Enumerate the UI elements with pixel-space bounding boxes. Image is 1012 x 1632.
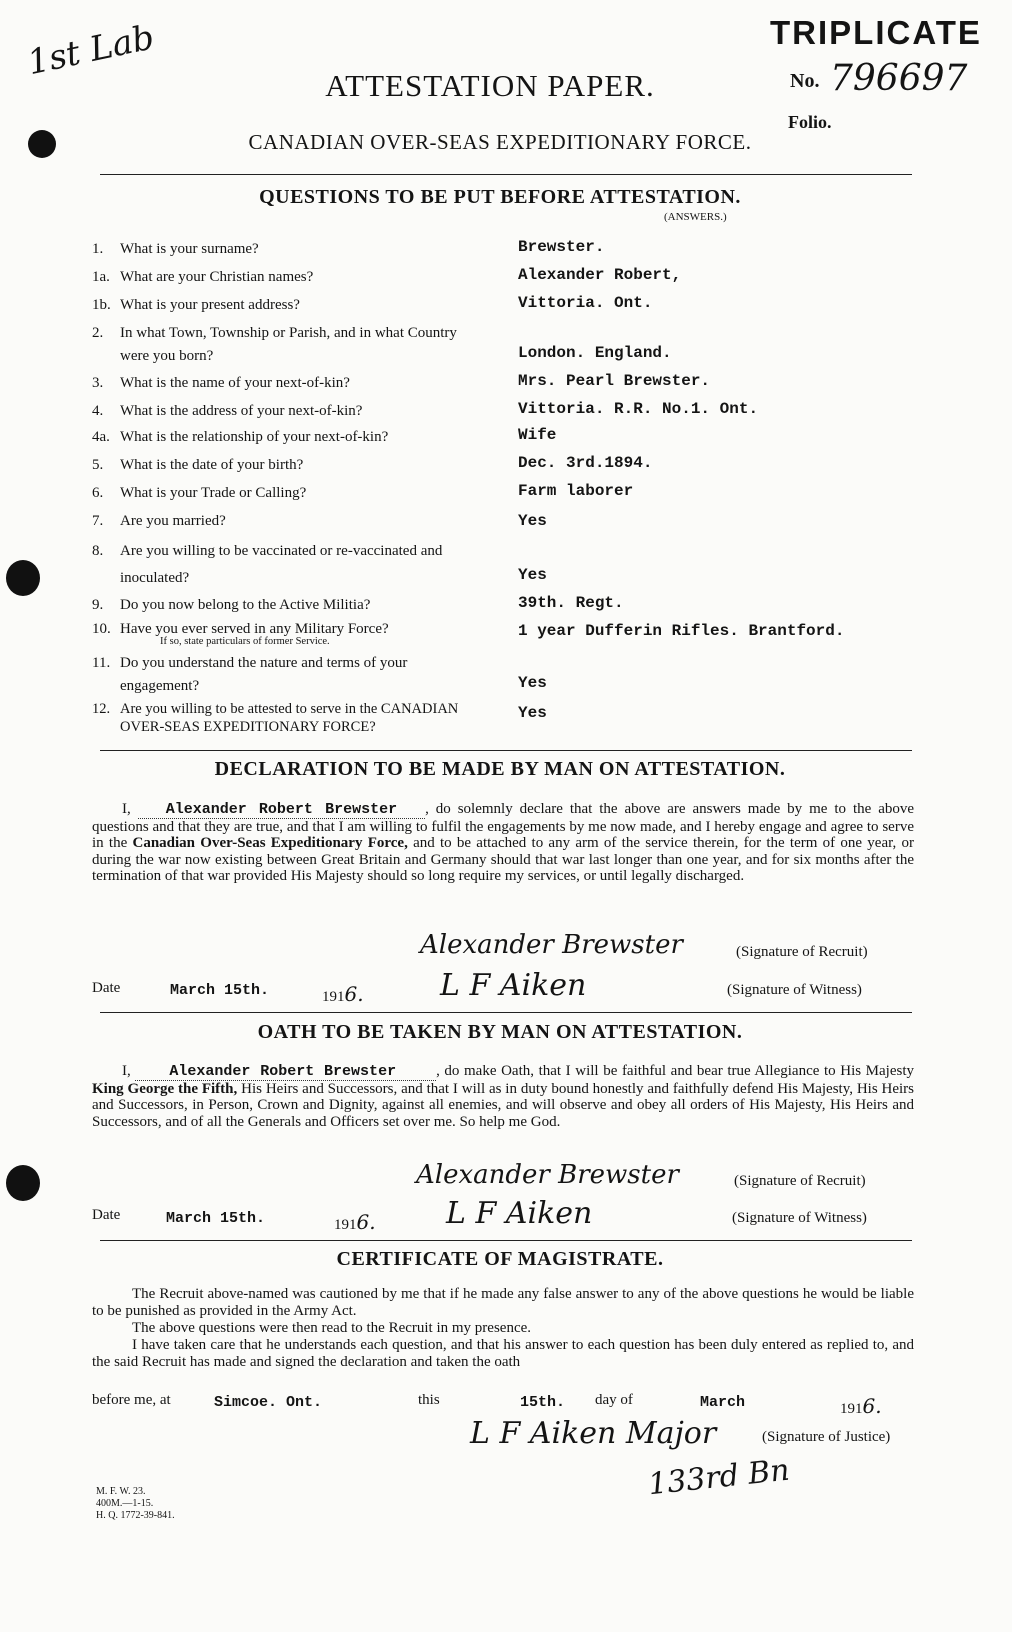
question-text: Are you willing to be attested to serve in the CANADIAN OVER-SEAS EXPEDITIONARY FORCE? [120, 701, 459, 735]
certificate-day: 15th. [520, 1394, 566, 1411]
answer-9: 39th. Regt. [518, 594, 624, 612]
answer-2: London. England. [518, 344, 672, 362]
oath-witness-signature: L F Aiken [446, 1196, 593, 1231]
declaration-date-value: March 15th. [170, 982, 270, 999]
question-10: 10. Have you ever served in any Military Force? If so, state particulars of former Service. [92, 618, 480, 652]
question-text: What is the address of your next-of-kin? [120, 403, 363, 419]
questions-heading: QUESTIONS TO BE PUT BEFORE ATTESTATION. [259, 186, 741, 208]
certificate-rule [100, 1240, 912, 1241]
oath-recruit-name: Alexander Robert Brewster [135, 1063, 436, 1081]
footer-line-2: 400M.—1-15. [96, 1498, 154, 1509]
question-note: If so, state particulars of former Service. [160, 636, 330, 647]
oath-recruit-signature: Alexander Brewster [416, 1160, 679, 1190]
answer-11: Yes [518, 674, 547, 692]
certificate-heading: CERTIFICATE OF MAGISTRATE. [336, 1248, 664, 1270]
page-subtitle: CANADIAN OVER-SEAS EXPEDITIONARY FORCE. [248, 130, 752, 154]
declaration-text: I, Alexander Robert Brewster , do solemnly declare that the above are answers made by me to the above questions and that they are true, and that I am willing to fulfil the engagements by me now made, and I hereby engage and agree to serve in the Canadian Over-Seas Expeditionary Force, and to be attached to any arm of the service therein, for the term of one year, or during the war now existing between Great Britain and Germany should that war last longer than one year, and for six months after the termination of that war provided His Majesty should so long require my services, or until legally discharged. [92, 801, 915, 885]
punch-hole-top [28, 130, 56, 158]
battalion-note: 133rd Bn [646, 1452, 792, 1503]
oath-date-label: Date [92, 1207, 121, 1223]
answer-10: 1 year Dufferin Rifles. Brantford. [518, 622, 845, 640]
certificate-para-2: The above questions were then read to the Recruit in my presence. [132, 1320, 532, 1336]
declaration-date-label: Date [92, 980, 121, 996]
question-text: Do you understand the nature and terms of your engagement? [120, 655, 408, 694]
question-text: What is your surname? [120, 241, 259, 257]
answer-7: Yes [518, 512, 547, 530]
certificate-place: Simcoe. Ont. [214, 1394, 323, 1411]
declaration-recruit-signature: Alexander Brewster [420, 930, 683, 960]
certificate-this-label: this [418, 1392, 440, 1408]
certificate-para-3: I have taken care that he understands each question, and that his answer to each question has been duly entered as replied to, and the said Recruit has made and signed the declaration and taken the oath [92, 1337, 914, 1370]
answers-label: (ANSWERS.) [664, 211, 727, 223]
answer-3: Mrs. Pearl Brewster. [518, 372, 711, 390]
justice-signature: L F Aiken Major [470, 1416, 717, 1451]
question-text: What are your Christian names? [120, 269, 314, 285]
answer-12: Yes [518, 704, 547, 722]
oath-witness-label: (Signature of Witness) [732, 1210, 867, 1226]
declaration-witness-signature: L F Aiken [440, 968, 587, 1003]
question-text: What is the date of your birth? [120, 457, 304, 473]
declaration-recruit-label: (Signature of Recruit) [736, 944, 868, 960]
answer-4: Vittoria. R.R. No.1. Ont. [518, 400, 759, 418]
declaration-witness-label: (Signature of Witness) [727, 982, 862, 998]
question-11: 11. Do you understand the nature and terms of your engagement? [92, 652, 480, 698]
header-rule [100, 174, 912, 175]
attestation-paper: 1st Lab TRIPLICATE No. 796697 Folio. ATTESTATION PAPER. CANADIAN OVER-SEAS EXPEDITIONARY FORCE. QUESTIONS TO BE PUT BEFORE ATTESTATION. (ANSWERS.) 1. What is your surname? Brewster. 1a. What are your Christian names? Alexander Robert, 1b. What is your present address? Vittoria. Ont. 2. In what Town, Township or Parish, and in what Country were you born? London. England. 3. What is the name of your next-of-kin? Mrs. Pearl Brewster. 4. What is the address of your next-of-kin? Vittoria. R.R. No.1. Ont. 4a. What is the relationship of your next-of-kin? Wife 5. What is the date of your birth? Dec. 3rd.1894. 6. What is your Trade or Calling? Farm laborer 7. Are you married? Yes 8. Are you willing to be vaccinated or re-vaccinated and inoculated? Yes 9. Do you now belong to the Active Militia? 39th. Regt. 10. Have you ever served in any Military Force? If so, state particulars of former Service. 1 year Dufferin Rifles. Brantford. 11. Do you understand the nature and terms of your engagement? Yes 12. Are you willing to be attested to serve in the CANADIAN OVER-SEAS EXPEDITIONARY FORCE? Yes DECLARATION TO BE MADE BY MAN ON ATTESTATION. I, Alexander Robert Brewster , do solemnly declare that the above are answers made by me to the above questions and that they are true, and that I am willing to fulfil the engagements by me now made, and I hereby engage and agree to serve in the Canadian Over-Seas Expeditionary Force, and to be attached to any arm of the service therein, for the term of one year, or during the war now existing between Great Britain and Germany should that war last longer than one year, and for six months after the termination of that war provided His Majesty should so long require my services, or until legally discharged. Alexander Brewster (Signature of Recruit) Date March 15th. 1916. L F Aiken (Signature of Witness) OATH TO BE TAKEN BY MAN ON ATTESTATION. I, Alexander Robert Brewster , do make Oath, that I will be faithful and bear true Allegiance to His Majesty King George the Fifth, His Heirs and Successors, and that I will as in duty bound honestly and faithfully defend His Majesty, His Heirs and Successors, in Person, Crown and Dignity, against all enemies, and will observe and obey all orders of His Majesty, His Heirs and Successors, and of all the Generals and Officers set over me. So help me God. Alexander Brewster (Signature of Recruit) Date March 15th. 1916. L F Aiken (Signature of Witness) CERTIFICATE OF MAGISTRATE. The Recruit above-named was cautioned by me that if he made any false answer to any of the above questions he would be liable to be punished as provided in the Army Act. The above questions were then read to the Recruit in my presence. I have taken care that he understands each question, and that his answer to each question has been duly entered as replied to, and the said Recruit has made and signed the declaration and taken the oath before me, at Simcoe. Ont. this 15th. day of March 1916. L F Aiken Major (Signature of Justice) 133rd Bn M. F. W. 23. 400M.—1-15. H. Q. 1772-39-841. [0, 0, 1012, 1632]
question-text: What is your Trade or Calling? [120, 485, 307, 501]
justice-label: (Signature of Justice) [762, 1429, 891, 1445]
triplicate-stamp: TRIPLICATE [770, 14, 982, 51]
footer-line-3: H. Q. 1772-39-841. [96, 1510, 175, 1521]
oath-text: I, Alexander Robert Brewster , do make Oath, that I will be faithful and bear true Allegiance to His Majesty King George the Fifth, His Heirs and Successors, and that I will as in duty bound honestly and faithfully defend His Majesty, His Heirs and Successors, in Person, Crown and Dignity, against all enemies, and will observe and obey all orders of His Majesty, His Heirs and Successors, and of all the Generals and Officers set over me. So help me God. [92, 1063, 915, 1130]
oath-date-value: March 15th. [166, 1210, 266, 1227]
question-12: 12. Are you willing to be attested to serve in the CANADIAN OVER-SEAS EXPEDITIONARY FORCE? [92, 700, 480, 746]
question-text: In what Town, Township or Parish, and in what Country were you born? [120, 325, 457, 364]
punch-hole-middle [6, 560, 40, 596]
declaration-rule [100, 750, 912, 751]
question-text: Have you ever served in any Military Force? [120, 621, 389, 637]
certificate-before-label: before me, at [92, 1392, 171, 1408]
certificate-month: March [700, 1394, 746, 1411]
question-text: Do you now belong to the Active Militia? [120, 597, 371, 613]
question-text: Are you willing to be vaccinated or re-vaccinated and inoculated? [120, 543, 443, 586]
oath-recruit-label: (Signature of Recruit) [734, 1173, 866, 1189]
oath-rule [100, 1012, 912, 1013]
question-text: What is the relationship of your next-of-kin? [120, 429, 389, 445]
folio-label: Folio. [788, 112, 832, 132]
declaration-recruit-name: Alexander Robert Brewster [138, 801, 425, 819]
number-label: No. [790, 70, 820, 92]
number-value: 796697 [830, 58, 968, 99]
answer-1b: Vittoria. Ont. [518, 294, 653, 312]
answer-5: Dec. 3rd.1894. [518, 454, 653, 472]
question-text: Are you married? [120, 513, 226, 529]
declaration-heading: DECLARATION TO BE MADE BY MAN ON ATTESTATION. [214, 758, 786, 780]
corner-note: 1st Lab [24, 17, 158, 84]
punch-hole-bottom [6, 1165, 40, 1201]
answer-6: Farm laborer [518, 482, 634, 500]
question-2: 2. In what Town, Township or Parish, and in what Country were you born? [92, 322, 480, 368]
question-text: What is the name of your next-of-kin? [120, 375, 350, 391]
question-text: What is your present address? [120, 297, 300, 313]
question-8: 8. Are you willing to be vaccinated or re-vaccinated and inoculated? [92, 538, 480, 588]
answer-1: Brewster. [518, 238, 605, 256]
certificate-dayof-label: day of [595, 1392, 633, 1408]
oath-heading: OATH TO BE TAKEN BY MAN ON ATTESTATION. [257, 1021, 743, 1043]
oath-year: 1916. [334, 1210, 376, 1234]
declaration-year: 1916. [322, 982, 364, 1006]
page-title: ATTESTATION PAPER. [325, 68, 655, 103]
answer-4a: Wife [518, 426, 557, 444]
footer-line-1: M. F. W. 23. [96, 1486, 146, 1497]
certificate-para-1: The Recruit above-named was cautioned by me that if he made any false answer to any of the above questions he would be liable to be punished as provided in the Army Act. [92, 1286, 914, 1319]
answer-1a: Alexander Robert, [518, 266, 682, 284]
certificate-year: 1916. [840, 1394, 882, 1418]
answer-8: Yes [518, 566, 547, 584]
